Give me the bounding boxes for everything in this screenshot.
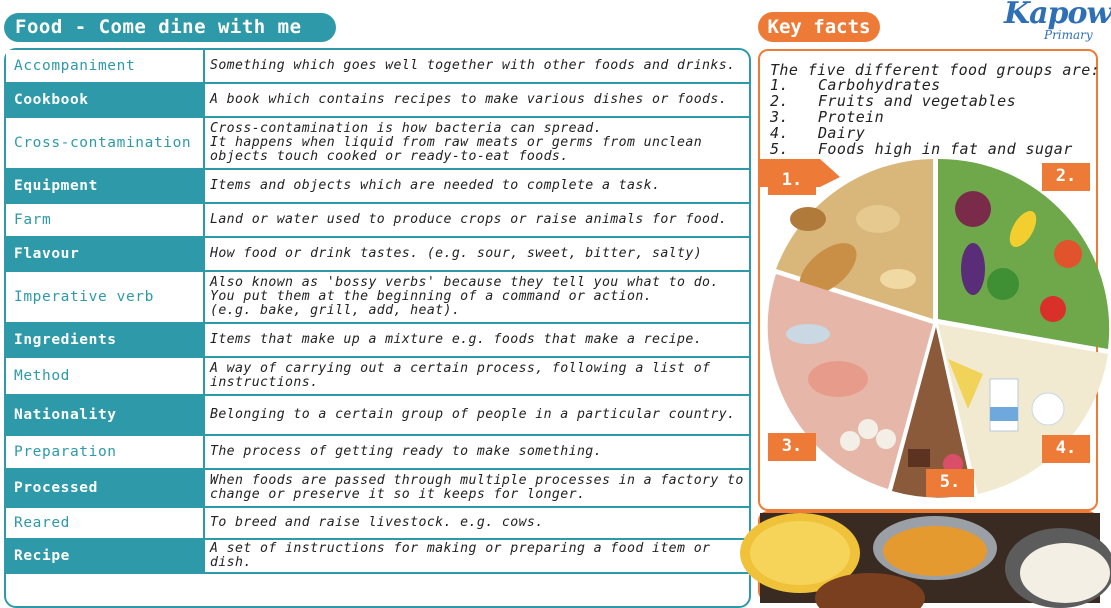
vocab-term: Cookbook xyxy=(6,83,204,117)
kapow-logo xyxy=(1000,0,1111,46)
table-row xyxy=(6,83,749,117)
plate-tag-5: 5. xyxy=(926,469,974,497)
table-row xyxy=(6,203,749,237)
vocab-term: Processed xyxy=(6,469,204,507)
table-row xyxy=(6,507,749,539)
vocab-definition: A way of carrying out a certain process, following a list of instructions. xyxy=(204,357,749,395)
plate-tag-4: 4. xyxy=(1042,435,1090,463)
logo-brand: Kapow xyxy=(1004,0,1111,31)
vocab-definition: Something which goes well together with other foods and drinks. xyxy=(204,50,749,83)
table-row xyxy=(6,117,749,169)
vocab-definition: Land or water used to produce crops or raise animals for food. xyxy=(204,203,749,237)
vocab-definition: When foods are passed through multiple processes in a factory to change or preserve it so it keeps for longer. xyxy=(204,469,749,507)
vocab-definition: Belonging to a certain group of people in a particular country. xyxy=(204,395,749,435)
vocab-definition: Items and objects which are needed to complete a task. xyxy=(204,169,749,203)
vocabulary-table xyxy=(6,50,749,574)
vocab-term: Nationality xyxy=(6,395,204,435)
table-row xyxy=(6,50,749,83)
vocabulary-table-frame xyxy=(4,48,751,608)
vocab-term: Cross-contamination xyxy=(6,117,204,169)
list-item: 4. Dairy xyxy=(770,124,866,142)
table-row xyxy=(6,435,749,469)
vocab-term: Imperative verb xyxy=(6,271,204,323)
vocab-definition: Cross-contamination is how bacteria can spread. It happens when liquid from raw meats or germs from unclean objects touch cooked or ready-to-eat foods. xyxy=(204,117,749,169)
vocab-term: Preparation xyxy=(6,435,204,469)
plate-tag-2: 2. xyxy=(1042,163,1090,191)
food-dishes-photo xyxy=(758,511,1098,601)
table-row xyxy=(6,539,749,573)
vocab-definition: A book which contains recipes to make various dishes or foods. xyxy=(204,83,749,117)
vocab-definition: The process of getting ready to make something. xyxy=(204,435,749,469)
vocab-definition: A set of instructions for making or preparing a food item or dish. xyxy=(204,539,749,573)
list-item: 2. Fruits and vegetables xyxy=(770,92,1017,110)
vocab-term: Method xyxy=(6,357,204,395)
logo-sub: Primary xyxy=(1044,28,1093,42)
plate-tag-3: 3. xyxy=(768,433,816,461)
plate-tag-1: 1. xyxy=(768,167,816,195)
vocab-term: Flavour xyxy=(6,237,204,271)
vocab-term: Ingredients xyxy=(6,323,204,357)
table-row xyxy=(6,237,749,271)
list-item: 3. Protein xyxy=(770,108,885,126)
vocab-term: Accompaniment xyxy=(6,50,204,83)
vocab-definition: How food or drink tastes. (e.g. sour, sweet, bitter, salty) xyxy=(204,237,749,271)
vocab-term: Recipe xyxy=(6,539,204,573)
table-row xyxy=(6,271,749,323)
vocab-term: Farm xyxy=(6,203,204,237)
vocab-term: Equipment xyxy=(6,169,204,203)
list-item: 1. Carbohydrates xyxy=(770,76,941,94)
list-item: 5. Foods high in fat and sugar xyxy=(770,140,1073,158)
vocab-definition: Items that make up a mixture e.g. foods that make a recipe. xyxy=(204,323,749,357)
table-row xyxy=(6,169,749,203)
vocab-definition: Also known as 'bossy verbs' because they tell you what to do. You put them at the beginning of a command or action. (e.g. bake, grill, add, heat). xyxy=(204,271,749,323)
key-facts-intro: The five different food groups are: xyxy=(770,61,1101,79)
key-facts-title: Key facts xyxy=(758,12,880,42)
vocab-definition: To breed and raise livestock. e.g. cows. xyxy=(204,507,749,539)
key-facts-panel xyxy=(758,49,1101,511)
food-groups-list xyxy=(770,77,1073,157)
vocab-term: Reared xyxy=(6,507,204,539)
table-row xyxy=(6,469,749,507)
page-title: Food - Come dine with me xyxy=(4,13,336,42)
table-row xyxy=(6,357,749,395)
table-row xyxy=(6,323,749,357)
table-row xyxy=(6,395,749,435)
